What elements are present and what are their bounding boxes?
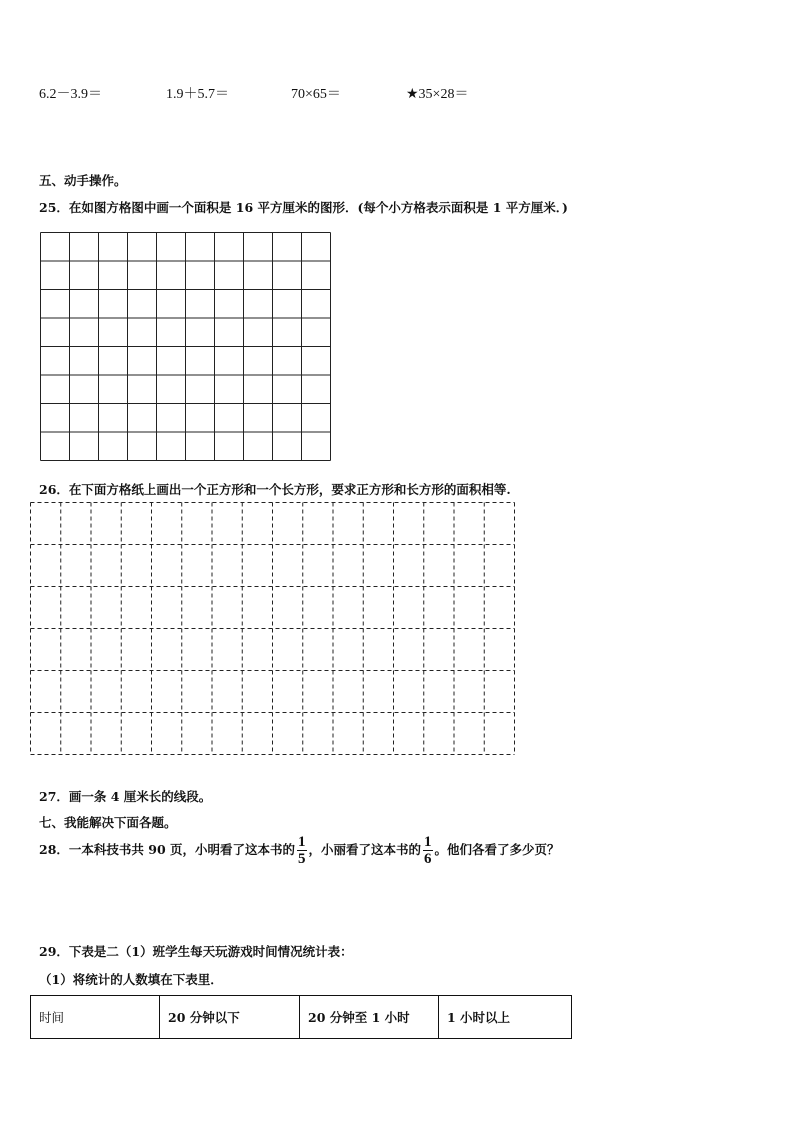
question-29-text: 29．下表是二（1）班学生每天玩游戏时间情况统计表： bbox=[39, 944, 353, 959]
question-25-grid[interactable] bbox=[40, 232, 331, 462]
calc-item-3: 70×65＝ bbox=[291, 87, 341, 102]
table-row bbox=[31, 996, 572, 1039]
table-header-under-20min: 20 分钟以下 bbox=[160, 996, 300, 1039]
fraction-one-sixth: $\frac{1}{6}$ bbox=[424, 834, 432, 867]
question-26-text: 26．在下面方格纸上画出一个正方形和一个长方形，要求正方形和长方形的面积相等. bbox=[39, 482, 511, 497]
question-28-text bbox=[39, 830, 560, 870]
question-25-text: 25．在如图方格图中画一个面积是 16 平方厘米的图形．(每个小方格表示面积是 1 平方厘米．) bbox=[39, 200, 568, 215]
section-7-heading: 七、我能解决下面各题。 bbox=[39, 815, 177, 830]
calc-item-4: ★35×28＝ bbox=[406, 87, 469, 102]
question-26-dashed-grid[interactable] bbox=[30, 502, 516, 756]
question-27-text: 27．画一条 4 厘米长的线段。 bbox=[39, 789, 212, 804]
section-5-heading: 五、动手操作。 bbox=[39, 173, 127, 188]
question-28-part-1: 28．一本科技书共 90 页，小明看了这本书的 bbox=[39, 842, 295, 857]
question-28-part-2: ，小丽看了这本书的 bbox=[308, 842, 422, 857]
question-29-sub-1: （1）将统计的人数填在下表里． bbox=[39, 972, 223, 987]
calc-item-2: 1.9＋5.7＝ bbox=[166, 87, 229, 102]
table-header-time: 时间 bbox=[31, 996, 160, 1039]
question-28-part-3: 。他们各看了多少页？ bbox=[434, 842, 560, 857]
table-header-over-1h: 1 小时以上 bbox=[439, 996, 572, 1039]
fraction-one-fifth: $\frac{1}{5}$ bbox=[298, 834, 306, 867]
table-header-20min-to-1h: 20 分钟至 1 小时 bbox=[300, 996, 439, 1039]
calc-item-1: 6.2－3.9＝ bbox=[39, 87, 102, 102]
statistics-table bbox=[30, 995, 572, 1039]
